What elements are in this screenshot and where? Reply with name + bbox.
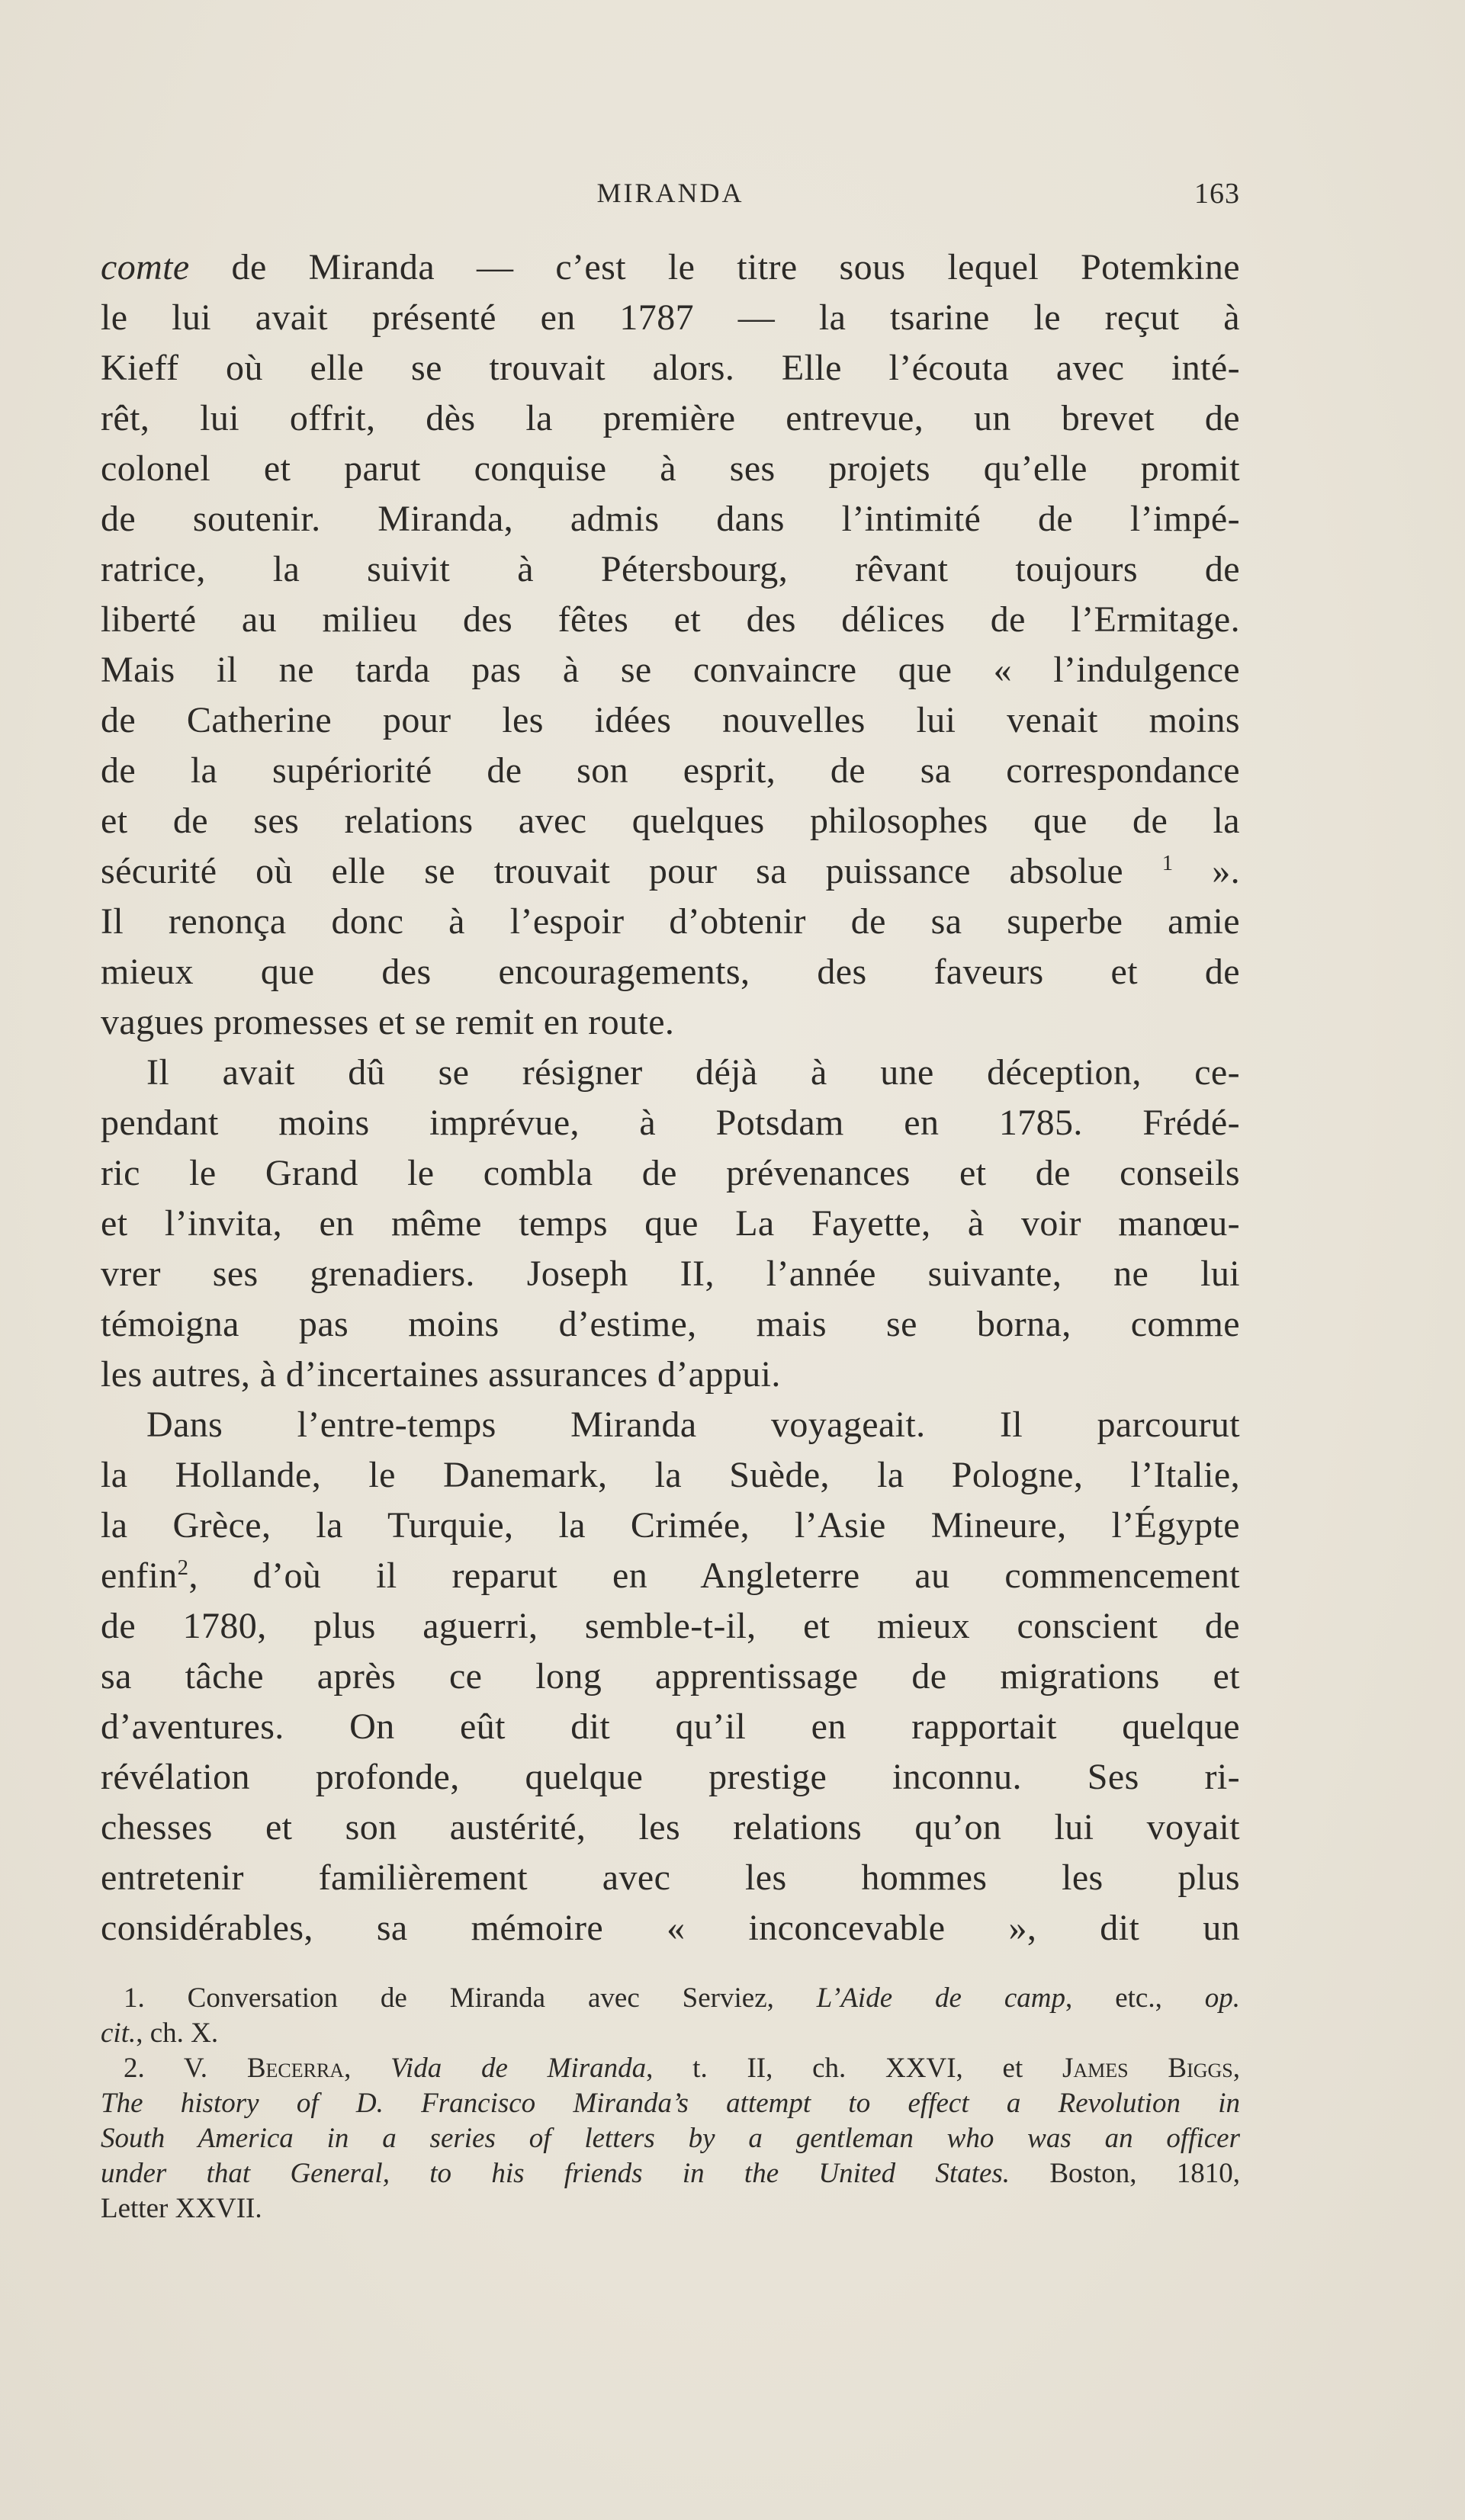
page-number: 163 — [1194, 178, 1240, 210]
text-line: vrer ses grenadiers. Joseph II, l’année suivante, ne lui — [101, 1254, 1240, 1294]
footnote-ref-2: 2 — [177, 1555, 189, 1580]
text-segment: , d’où il reparut en Angleterre au commencement — [188, 1555, 1240, 1596]
text-line: la Grèce, la Turquie, la Crimée, l’Asie Mineure, l’Égypte — [101, 1505, 1240, 1546]
footnote-2-cont — [101, 2121, 1240, 2156]
text-line: ratrice, la suivit à Pétersbourg, rêvant toujours de — [101, 549, 1240, 589]
text-line: et de ses relations avec quelques philosophes que de la — [101, 801, 1240, 841]
footnote-title: under that General, to his friends in the United States. — [101, 2158, 1010, 2189]
text-segment: ». — [1173, 851, 1240, 891]
footnote-2-cont — [101, 2086, 1240, 2121]
text-line: liberté au milieu des fêtes et des délices de l’Ermitage. — [101, 599, 1240, 640]
text-line: et l’invita, en même temps que La Fayette, à voir manœu- — [101, 1203, 1240, 1244]
text-line: les autres, à d’incertaines assurances d’appui. — [101, 1354, 781, 1395]
text-line: révélation profonde, quelque prestige inconnu. Ses ri- — [101, 1757, 1240, 1797]
text-line — [101, 242, 1240, 293]
footnote-title: South America in a series of letters by a gentleman who was an officer — [101, 2123, 1240, 2154]
footnote-text: , ch. X. — [136, 2018, 219, 2049]
footnote-text: , — [1232, 2053, 1240, 2084]
running-head — [101, 177, 1240, 215]
footnote-2-cont: Letter XXVII. — [101, 2193, 262, 2224]
text-line: mieux que des encouragements, des faveurs et de — [101, 952, 1240, 992]
text-line: chesses et son austérité, les relations qu’on lui voyait — [101, 1807, 1240, 1847]
text-line: Mais il ne tarda pas à se convaincre que « l’indulgence — [101, 650, 1240, 690]
text-line: sa tâche après ce long apprentissage de migrations et — [101, 1656, 1240, 1697]
footnote-author: Becerra — [246, 2053, 345, 2084]
footnote-author: James Biggs — [1062, 2053, 1233, 2084]
text-segment: enfin — [101, 1555, 178, 1596]
text-line — [101, 846, 1240, 897]
text-line: entretenir familièrement avec les hommes les plus — [101, 1857, 1240, 1898]
text-line: Il avait dû se résigner déjà à une déception, ce- — [146, 1052, 1240, 1093]
text-line — [101, 1551, 1240, 1601]
footnote-number: 2. — [124, 2053, 145, 2084]
footnote-title: The history of D. Francisco Miranda’s attempt to effect a Revolution in — [101, 2088, 1240, 2119]
text-line: de la supériorité de son esprit, de sa correspondance — [101, 750, 1240, 791]
footnote-2 — [101, 2051, 1240, 2086]
text-segment: de Miranda — c’est le titre sous lequel Potemkine — [189, 247, 1240, 287]
text-line: d’aventures. On eût dit qu’il en rapportait quelque — [101, 1706, 1240, 1747]
footnote-title: L’Aide de camp — [816, 1982, 1066, 2014]
text-line: le lui avait présenté en 1787 — la tsarine le reçut à — [101, 297, 1240, 338]
text-line: colonel et parut conquise à ses projets qu’elle promit — [101, 448, 1240, 489]
text-line: Dans l’entre-temps Miranda voyageait. Il parcourut — [146, 1404, 1240, 1445]
footnote-text: V. — [144, 2053, 247, 2084]
body-text — [101, 242, 1240, 1953]
footnote-abbrev: cit. — [101, 2018, 137, 2049]
footnote-1 — [101, 1981, 1240, 2016]
text-segment: sécurité où elle se trouvait pour sa puissance absolue — [101, 851, 1123, 891]
text-line: la Hollande, le Danemark, la Suède, la Pologne, l’Italie, — [101, 1455, 1240, 1495]
text-line: rêt, lui offrit, dès la première entrevue, un brevet de — [101, 398, 1240, 438]
text-line: témoigna pas moins d’estime, mais se borna, comme — [101, 1304, 1240, 1344]
text-line: Kieff où elle se trouvait alors. Elle l’écouta avec inté- — [101, 348, 1240, 388]
footnote-text: , — [344, 2053, 391, 2084]
text-line: de Catherine pour les idées nouvelles lui venait moins — [101, 700, 1240, 740]
running-title: MIRANDA — [596, 178, 744, 208]
text-line: considérables, sa mémoire « inconcevable », dit un — [101, 1908, 1240, 1948]
footnote-2-cont — [101, 2156, 1240, 2191]
text-line: vagues promesses et se remit en route. — [101, 1002, 675, 1042]
text-line: pendant moins imprévue, à Potsdam en 1785. Frédé- — [101, 1103, 1240, 1143]
footnote-number: 1. — [124, 1982, 145, 2014]
italic-word: comte — [101, 247, 190, 287]
footnote-title: Vida de Miranda — [390, 2053, 647, 2084]
footnote-text: , t. II, ch. XXVI, et — [646, 2053, 1062, 2084]
text-line: de 1780, plus aguerri, semble-t-il, et mieux conscient de — [101, 1606, 1240, 1646]
text-line: Il renonça donc à l’espoir d’obtenir de sa superbe amie — [101, 901, 1240, 942]
footnote-ref-1: 1 — [1161, 851, 1174, 875]
text-line: ric le Grand le combla de prévenances et de conseils — [101, 1153, 1240, 1193]
footnote-abbrev: op. — [1204, 1982, 1240, 2014]
footnotes — [101, 1981, 1240, 2226]
footnote-text: , etc., — [1065, 1982, 1205, 2014]
footnote-text: Boston, 1810, — [1010, 2158, 1241, 2189]
footnote-1-cont — [101, 2016, 1240, 2051]
text-line: de soutenir. Miranda, admis dans l’intimité de l’impé- — [101, 499, 1240, 539]
footnote-text: Conversation de Miranda avec Serviez, — [144, 1982, 817, 2014]
